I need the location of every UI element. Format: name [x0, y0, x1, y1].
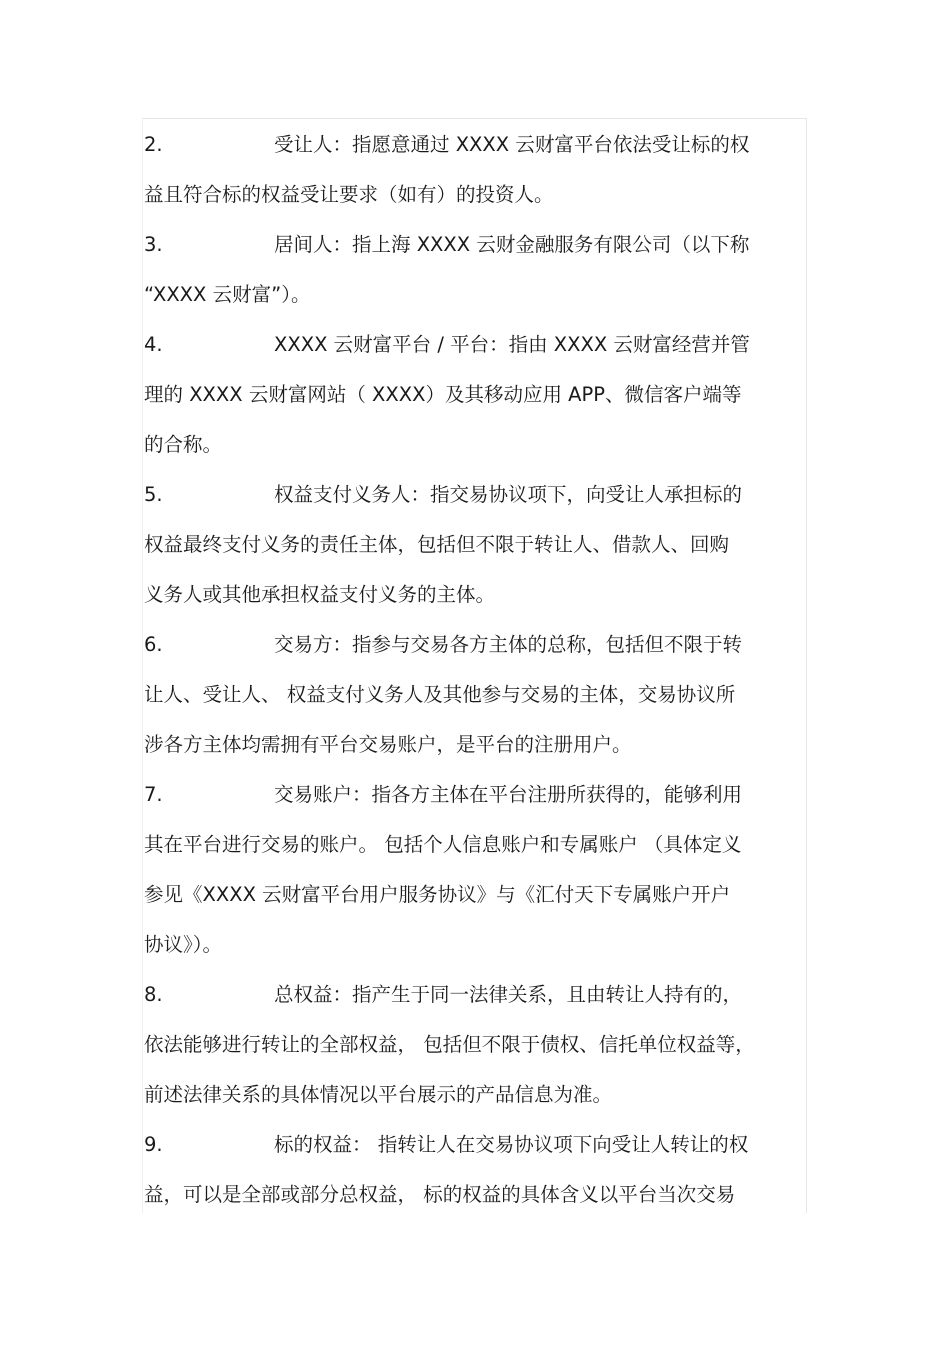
clause-continuation-line: 涉各方主体均需拥有平台交易账户，是平台的注册用户。 — [144, 733, 632, 756]
clause-continuation-line: 参见《XXXX 云财富平台用户服务协议》与《汇付天下专属账户开户 — [144, 883, 731, 906]
clause-continuation-line: 依法能够进行转让的全部权益， 包括但不限于债权、信托单位权益等， — [144, 1033, 755, 1056]
clause-number: 6. — [144, 633, 163, 656]
clause-continuation-line: 义务人或其他承担权益支付义务的主体。 — [144, 583, 496, 606]
clause-continuation-line: 理的 XXXX 云财富网站（ XXXX）及其移动应用 APP、微信客户端等 — [144, 383, 742, 406]
clause-text: 交易账户：指各方主体在平台注册所获得的，能够利用 — [274, 783, 743, 806]
clause-continuation-line: 前述法律关系的具体情况以平台展示的产品信息为准。 — [144, 1083, 613, 1106]
clause-number: 7. — [144, 783, 163, 806]
clause-number: 2. — [144, 133, 163, 156]
clause-number: 9. — [144, 1133, 163, 1156]
clause-text: 权益支付义务人：指交易协议项下，向受让人承担标的 — [274, 483, 743, 506]
clause-continuation-line: 协议》）。 — [144, 933, 223, 956]
clause-continuation-line: 的合称。 — [144, 433, 223, 456]
clause-text: 居间人：指上海 XXXX 云财金融服务有限公司（以下称 — [274, 233, 750, 256]
clause-continuation-line: 益且符合标的权益受让要求（如有）的投资人。 — [144, 183, 554, 206]
clause-continuation-line: 权益最终支付义务的责任主体，包括但不限于转让人、借款人、回购 — [144, 533, 730, 556]
clause-number: 3. — [144, 233, 163, 256]
clause-continuation-line: 其在平台进行交易的账户。 包括个人信息账户和专属账户 （具体定义 — [144, 833, 742, 856]
clause-text: 交易方：指参与交易各方主体的总称，包括但不限于转 — [274, 633, 743, 656]
clause-text: XXXX 云财富平台 / 平台：指由 XXXX 云财富经营并管 — [274, 333, 750, 356]
clause-number: 8. — [144, 983, 163, 1006]
clause-text: 总权益：指产生于同一法律关系，且由转让人持有的， — [274, 983, 743, 1006]
clause-continuation-line: 益，可以是全部或部分总权益， 标的权益的具体含义以平台当次交易 — [144, 1183, 736, 1206]
clause-continuation-line: 让人、受让人、 权益支付义务人及其他参与交易的主体，交易协议所 — [144, 683, 736, 706]
clause-number: 4. — [144, 333, 163, 356]
clause-text: 受让人：指愿意通过 XXXX 云财富平台依法受让标的权 — [274, 133, 750, 156]
clause-number: 5. — [144, 483, 163, 506]
clause-continuation-line: “XXXX 云财富”）。 — [144, 283, 311, 306]
clause-text: 标的权益： 指转让人在交易协议项下向受让人转让的权 — [274, 1133, 749, 1156]
